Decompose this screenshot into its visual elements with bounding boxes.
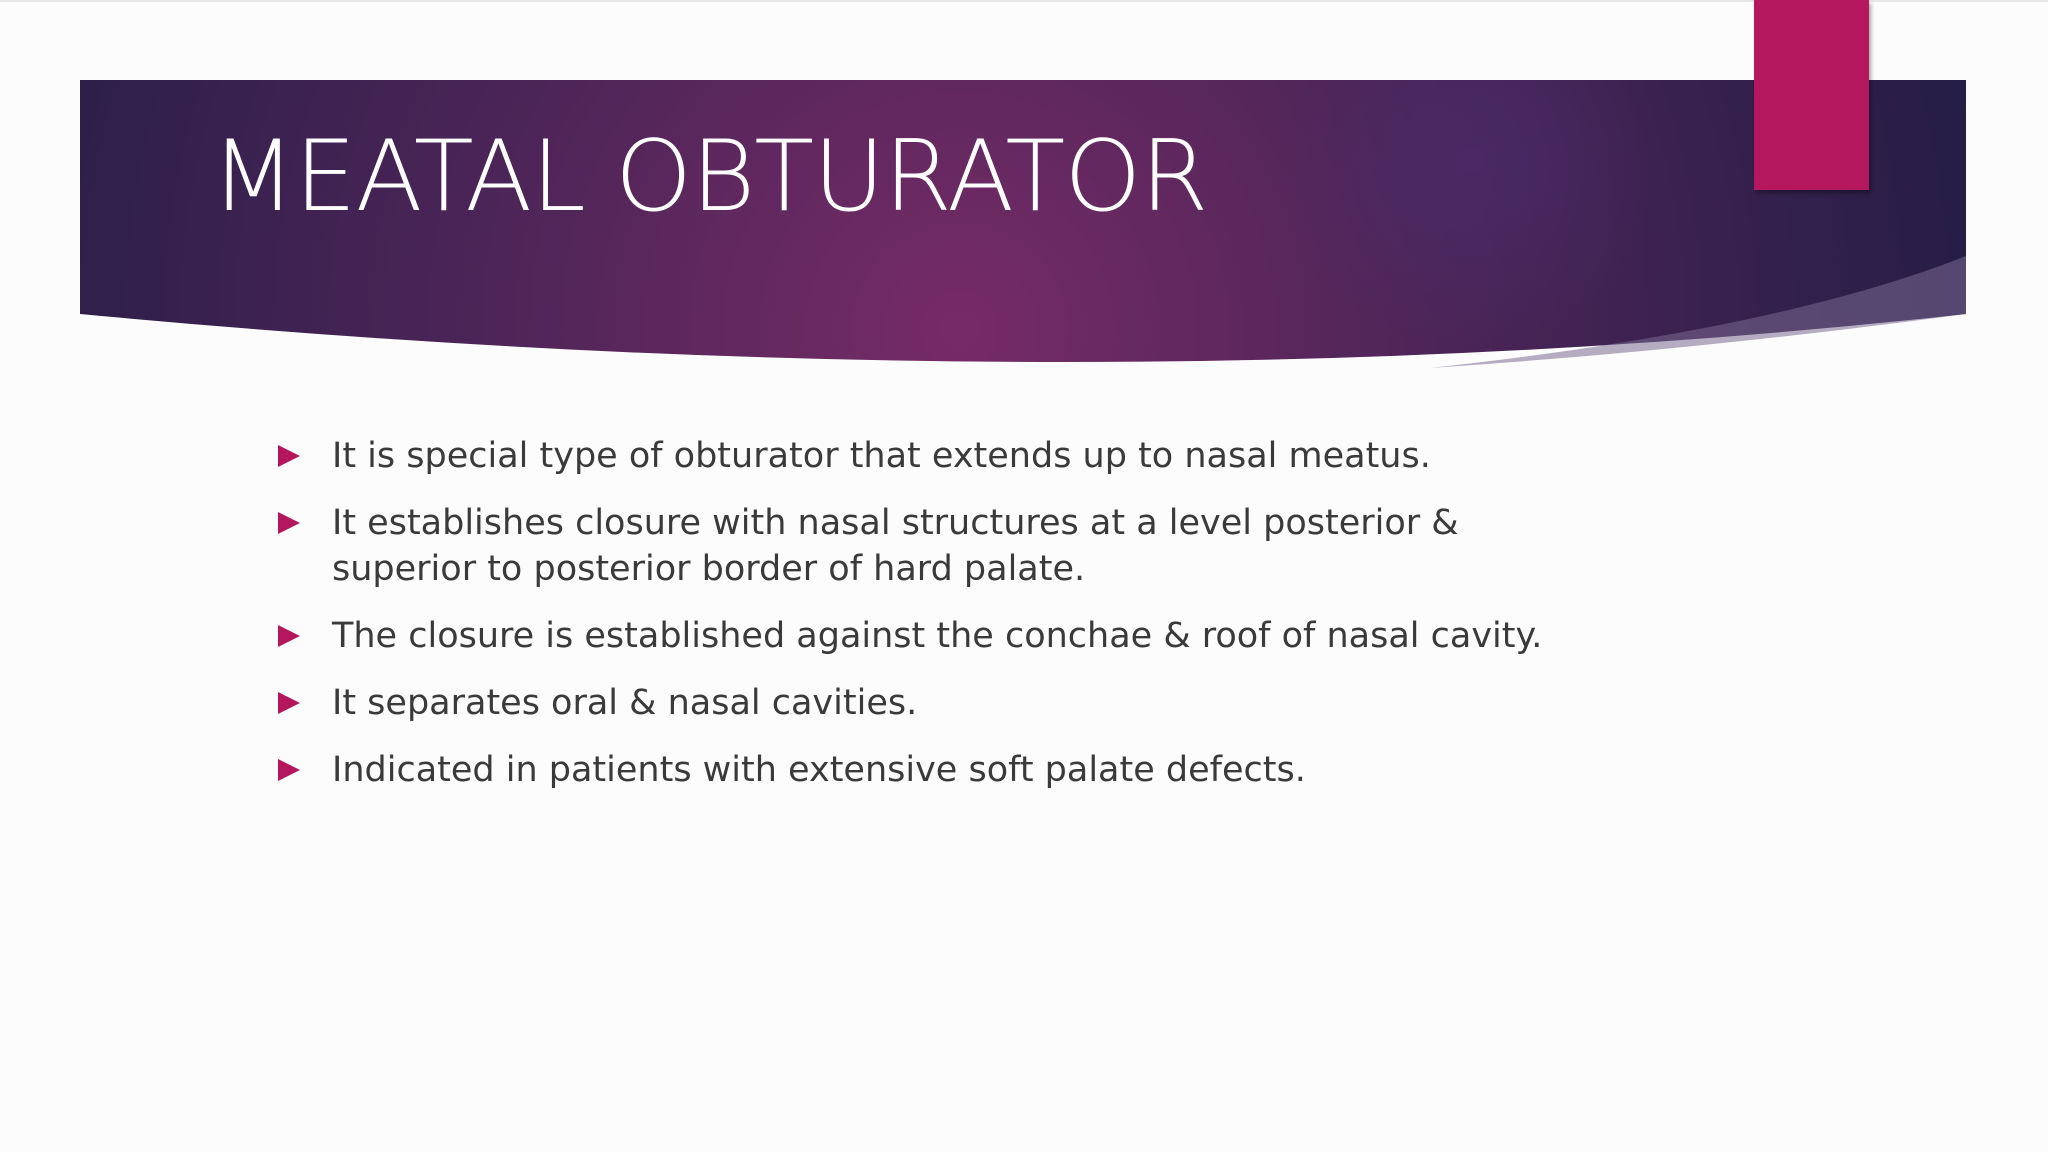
triangle-right-icon [278, 512, 300, 534]
triangle-right-icon [278, 625, 300, 647]
list-item [278, 433, 1598, 479]
bullet-text: The closure is established against the conchae & roof of nasal cavity. [332, 616, 1543, 656]
list-item [278, 680, 1598, 726]
bullet-text: It establishes closure with nasal structures at a level posterior & superior to posterior border of hard palate. [332, 503, 1459, 589]
bullet-text: It separates oral & nasal cavities. [332, 683, 918, 723]
slide-title: MEATAL OBTURATOR [211, 120, 1208, 234]
triangle-right-icon [278, 759, 300, 781]
triangle-right-icon [278, 692, 300, 714]
bullet-list [278, 433, 1598, 814]
triangle-right-icon [278, 445, 300, 467]
accent-tab [1754, 0, 1869, 190]
bullet-text: It is special type of obturator that extends up to nasal meatus. [332, 436, 1431, 476]
bullet-text: Indicated in patients with extensive soft palate defects. [332, 750, 1306, 790]
list-item [278, 613, 1598, 659]
list-item [278, 747, 1598, 793]
list-item [278, 500, 1598, 592]
